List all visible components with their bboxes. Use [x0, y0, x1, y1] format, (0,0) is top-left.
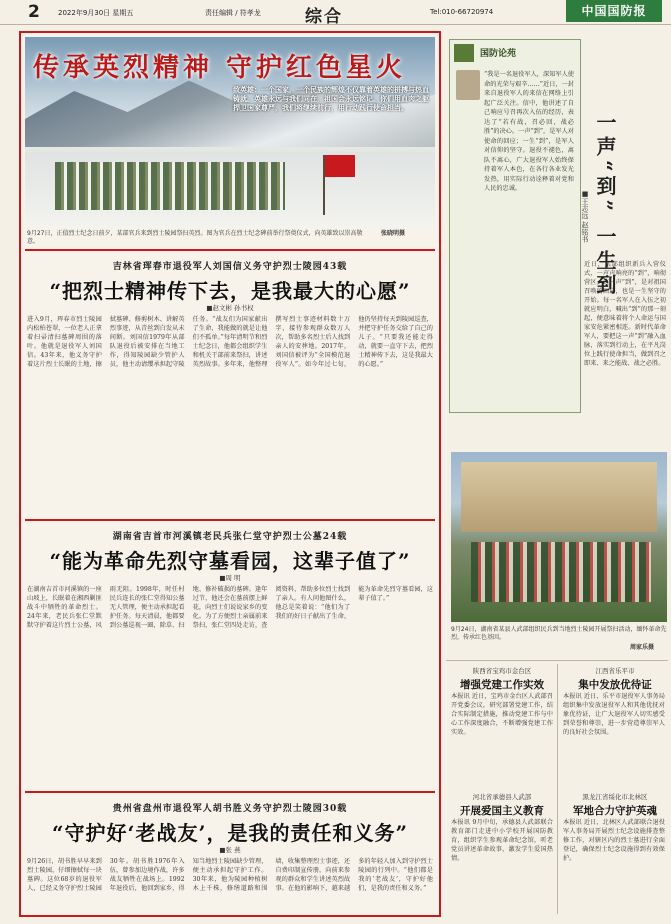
brief-3-body: 本报讯 9月中旬，承德县人武部联合教育部门走进中小学校开展国防教育，组织学生参观革命纪念馆，听老党员讲述革命故事，激发学生爱国热情。 — [451, 819, 553, 862]
divider-1 — [25, 249, 435, 251]
story1-body: 进入9月，珲春市烈士陵园内松柏苍翠，一位老人正拿着扫帚清扫墓碑周围的落叶。他就是退役军人刘国信。43年来，他义务守护着这片烈士长眠的土地，擦拭墓碑、修剪树木、讲解英烈事迹，从青丝到白发从未间断。刘国信1979年从部队退役后被安排在当地工作，得知陵园缺少管护人员，他主动请缨承担起守陵任务。“战友们为国家献出了生命，我能做的就是让他们不孤单。”每年清明节和烈士纪念日，他都会组织学生和机关干部前来祭扫，讲述英烈故事。多年来，他整理撰写烈士事迹材料数十万字，接待参观群众数万人次，帮助多名烈士后人找到亲人的安葬地。2017年，刘国信被评为“全国模范退役军人”。如今年过七旬，他仍坚持每天到陵园巡查，并把守护任务交给了自己的儿子。“只要我还能走得动，就要一直守下去，把烈士精神传下去，这是我最大的心愿。” — [27, 316, 433, 368]
brief-1-headline: 增强党建工作实效 — [460, 679, 544, 691]
divider-2 — [25, 519, 435, 521]
red-flag — [325, 155, 355, 177]
story1-kicker: 吉林省珲春市退役军人刘国信义务守护烈士陵园43载 — [112, 262, 348, 272]
banner-title: 传承英烈精神 守护红色星火 — [33, 53, 407, 83]
brief-3-headline: 开展爱国主义教育 — [460, 805, 544, 817]
page-number: 2 — [28, 2, 40, 22]
side-photo-credit: 周家乐摄 — [630, 644, 655, 651]
brief-4-body: 本报讯 近日，北林区人武部联合退役军人事务局开展烈士纪念设施排查整修工作，对辖区内的烈士墓进行全面登记，确保烈士纪念设施得到有效保护。 — [563, 819, 665, 862]
sidebar-body: “我是一名退役军人，深知军人使命的光荣与艰辛……”近日，一封来自退役军人的来信在网络上引起广泛关注。信中，他讲述了自己响应号召再次入伍的经历，表达了“若有战，召必回，战必胜”的决心。一声“到”，是军人对使命的回应；一生“到”，是军人对信仰的坚守。退役不褪色，离队不离心，广大退役军人始终保持着军人本色，在各行各业发光发热，用实际行动诠释着对党和人民的忠诚。 — [484, 71, 574, 192]
story2-byline: ■周 明 — [219, 574, 241, 582]
brief-2 — [562, 666, 668, 692]
column-tag-icon — [454, 44, 474, 62]
brief-2-kicker: 江西省乐平市 — [595, 667, 635, 675]
building-backdrop — [461, 462, 657, 532]
feature-block — [19, 31, 441, 917]
commentary-title: 一声“到” 一生到 — [593, 112, 617, 298]
soldier-formation — [55, 162, 285, 210]
story3-byline: ■张 燕 — [219, 846, 241, 854]
newspaper-logo: 中国国防报 — [566, 0, 662, 22]
brief-1-kicker: 陕西省宝鸡市金台区 — [472, 667, 532, 675]
briefs-column-divider — [557, 664, 558, 914]
story3-kicker: 贵州省盘州市退役军人胡书胜义务守护烈士陵园30载 — [112, 804, 348, 814]
issue-date: 2022年9月30日 星期五 — [58, 9, 134, 17]
phone-number: Tel:010-66720974 — [430, 8, 494, 16]
divider-3 — [25, 791, 435, 793]
column-label: 国防论苑 — [480, 49, 517, 59]
brief-1 — [449, 666, 555, 692]
side-photo — [451, 452, 667, 622]
commentary-sidebar — [449, 39, 581, 413]
banner-credit: 张晓明摄 — [381, 230, 406, 237]
side-photo-caption: 9月24日，湖南省某县人武部组织民兵到当地烈士陵园开展祭扫活动，缅怀革命先烈，传承红色基因。 — [451, 626, 667, 641]
author-photo — [456, 70, 480, 100]
story2-body: 在湖南吉首市河溪镇的一座山坡上，长眠着在湘西剿匪战斗中牺牲的革命烈士。24年来，老民兵张仁堂默默守护着这片烈士公墓，风雨无阻。1998年，时任村民兵连长的张仁堂得知公墓无人管理，便主动承担起看护任务。每天清晨，他都要到公墓巡视一圈，除草、扫地、修补破损的墓碑。逢年过节，他还会在墓前摆上鲜花，向烈士们说说家乡的变化。为了方便烈士亲属前来祭扫，张仁堂四处走访，查阅资料，帮助多位烈士找到了亲人。有人问他图什么，他总是笑着说：“他们为了我们的好日子献出了生命，能为革命先烈守墓看园，这辈子值了。” — [27, 586, 433, 629]
banner-photo — [25, 37, 435, 227]
brief-3-kicker: 河北省承德县人武部 — [472, 793, 532, 801]
briefs-divider — [446, 660, 668, 661]
brief-3 — [449, 792, 555, 818]
brief-2-body: 本报讯 近日，乐平市退役军人事务局组织集中发放退役军人和其他优抚对象优待证，让广大退役军人切实感受到荣誉和尊崇，进一步营造尊崇军人的良好社会氛围。 — [563, 693, 665, 736]
brief-2-headline: 集中发放优待证 — [578, 679, 652, 691]
brief-1-body: 本报讯 近日，宝鸡市金台区人武部召开党委会议，研究部署党建工作，结合实际制定措施，推动党建工作与中心工作深度融合，不断增强党建工作实效。 — [451, 693, 553, 736]
story1-headline: “把烈士精神传下去，是我最大的心愿” — [49, 279, 411, 303]
story3-headline: “守护好‘老战友’，是我的责任和义务” — [52, 821, 408, 845]
militia-group — [471, 542, 651, 602]
page-header — [0, 0, 671, 25]
editor-line: 责任编辑 / 符孝龙 — [205, 9, 261, 17]
story1-byline: ■赵文彬 孙书权 — [206, 304, 254, 312]
story2-headline: “能为革命先烈守墓看园，这辈子值了” — [49, 549, 411, 573]
brief-4-headline: 军地合力守护英魂 — [573, 805, 657, 817]
banner-verse: 致英雄：一个国家，一个民族的辉煌不仅靠着英雄的拼搏与热血铸就。英雄永远与我们同在，祖国会永远铭记。你们用血肉之躯捍卫国家尊严，我们将继续前行，用行动践行使命担当。 — [233, 85, 429, 112]
commentary-author: ■王志远 赵铭书 — [581, 190, 589, 243]
commentary-body: 近日，某部组织新兵入营仪式，一声声响亮的“到”，响彻营区。这一声“到”，是对祖国召唤的回应，也是一生坚守的开始。每一名军人在入伍之初就应明白，喊出“到”的那一刻起，便意味着将个人命运与国家安危紧密相连。新时代革命军人，要把这一声“到”融入血脉，落实到行动上，在平凡岗位上践行使命担当，做到召之即来、来之能战、战之必胜。 — [584, 261, 666, 367]
brief-4-kicker: 黑龙江省绥化市北林区 — [582, 793, 648, 801]
section-title: 综合 — [305, 7, 343, 27]
story2-kicker: 湖南省吉首市河溪镇老民兵张仁堂守护烈士公墓24载 — [112, 532, 348, 542]
brief-4 — [562, 792, 668, 818]
story3-body: 9月26日，胡书胜早早来到烈士陵园，仔细擦拭每一块墓碑。这位68岁的退役军人，已经义务守护烈士陵园30年。胡书胜1976年入伍，曾参加边境作战，许多战友牺牲在战场上。1992年退役后，他回到家乡，得知当地烈士陵园缺少管理，便主动承担起守护工作。30年来，他为陵园种植树木上千株，修缮道路和围墙，收集整理烈士事迹，还自费印制宣传册，向前来参观的群众和学生讲述英烈故事。在他的影响下，越来越多的年轻人加入到守护烈士陵园的行列中。“他们都是我的‘老战友’，守护好他们，是我的责任和义务。” — [27, 858, 433, 892]
banner-caption: 9月27日，正值烈士纪念日前夕，某部官兵来到烈士陵园祭扫英烈。图为官兵在烈士纪念碑前举行祭奠仪式，向英雄致以崇高敬意。 — [27, 230, 363, 245]
